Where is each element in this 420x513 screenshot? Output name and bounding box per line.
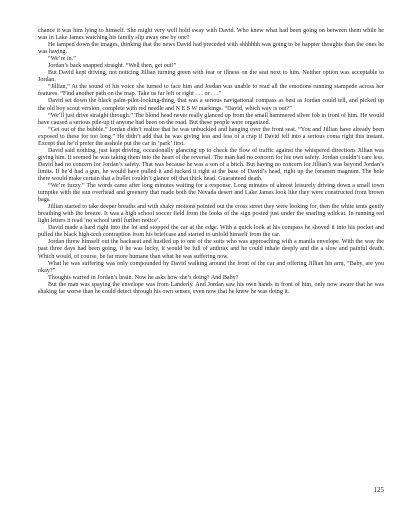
paragraph: Thoughts warred in Jordan’s brain. Now he asks how she’s doing? And Baby? xyxy=(48,274,239,281)
paragraph: He tamped down the images, thinking that the news David had preceded with shhhhhh was going to be happier thoughts than the ones he was having. xyxy=(38,42,384,56)
paragraph: Jordan’s back snapped straight. “Well then, get out!” xyxy=(48,63,177,70)
paragraph: “We’re fuzzy.” The words came after long minutes waiting for a response. Long minutes of almost leisurely driving down a small town turnpike with the sun overhead and greenery that made both the Nevada desert and Lake James look like they were constructed from brown bags. xyxy=(38,183,384,204)
paragraph: Jordan threw himself out the backseat and hustled up to one of the suits who was approaching with a manila envelope. With the way the past three days had been going, if he was lucky, it would be full of anthrax and he could inhale deeply and die a slow and painful death. Which would, of course, be far more humane than what he was suffering now. xyxy=(38,239,384,260)
paragraph: “We’ll just drive straight through.” The blond head never really glanced up from the small hammered silver fob in front of him. He would have caused a serious pile-up if anyone had been on the road. But these people were organized. xyxy=(38,112,384,126)
paragraph: But the man was spaying the envelope was from Landerly. And Jordan saw his own hands in front of him, only now aware that he was shaking far worse than he could detect through his own senses, even now that he knew he was doing it. xyxy=(38,281,384,295)
paragraph: David set down the black palm-pilot-looking-thing, that was a serious navigational compass as best as Jordan could tell, and picked up the old boy scout version, complete with red needle and N E S W markings. “David, which way is out?” xyxy=(38,98,384,112)
paragraph: David said nothing, just kept driving, occasionally glancing up to check the flow of traffic against the whispered directions Jillian was giving him. It seemed he was taking them into the heart of the reversal. The man had no concern for his own safety. Jordan couldn’t care less. David had no concern for Jordan’s safety. That was because he was a son of a bitch. But having no concern for Jillian’s was beyond Jordan’s limits. If he’d had a gun, he would have pulled it and tucked it right at the base of David’s head, right up the foramen magnum. The hole there would make certain that a bullet couldn’t glance off that thick head. Guaranteed death. xyxy=(38,147,384,182)
paragraph: “Jillian,” At the sound of his voice she turned to face him and Jordan was unable to read all the emotions running stampede across her features. “Find another path on the map. Take us far left or right . . . or . . .” xyxy=(38,84,384,98)
paragraph: “Get out of the bubble.” Jordan didn’t realize that he was unbuckled and hanging over the front seat. “You and Jillian have already been exposed to these for too long.” He didn’t add that he was giving less and less of a crap if David fell into a serious coma right this instant. Except that he’d prefer the asshole put the car in ‘park’ first. xyxy=(38,126,384,147)
paragraph: What he was suffering was only compounded by David walking around the front of the car and offering Jillian his arm, “Baby, are you okay?” xyxy=(38,260,384,274)
paragraph: But David kept driving, not noticing Jillian turning green with fear or illness on the seat next to him. Neither option was acceptable to Jordan. xyxy=(38,70,384,84)
paragraph: “We’re in.” xyxy=(48,56,76,63)
page-number: 125 xyxy=(373,486,384,494)
paragraph: chance it was him lying to himself. She might very well hold sway with David. Who knew what had been going on between them while he was in Lake James watching his family slip away one by one? xyxy=(38,28,384,42)
paragraph: Jillian started to take deeper breaths and with shaky motions pointed out the cross street they were looking for, then the white tents gently breathing with the breeze. It was a high school soccer field from the looks of the sign posted just under the snarling wildcat. In running red light letters it read ‘no school until further notice’. xyxy=(38,204,384,225)
paragraph: David made a hard right into the lot and stopped the car at the edge. With a quick look at his compass he shoved it into his pocket and pulled the black high-tech contraption from his briefcase and started to unfold himself from the car. xyxy=(38,225,384,239)
book-page-text xyxy=(38,28,384,296)
